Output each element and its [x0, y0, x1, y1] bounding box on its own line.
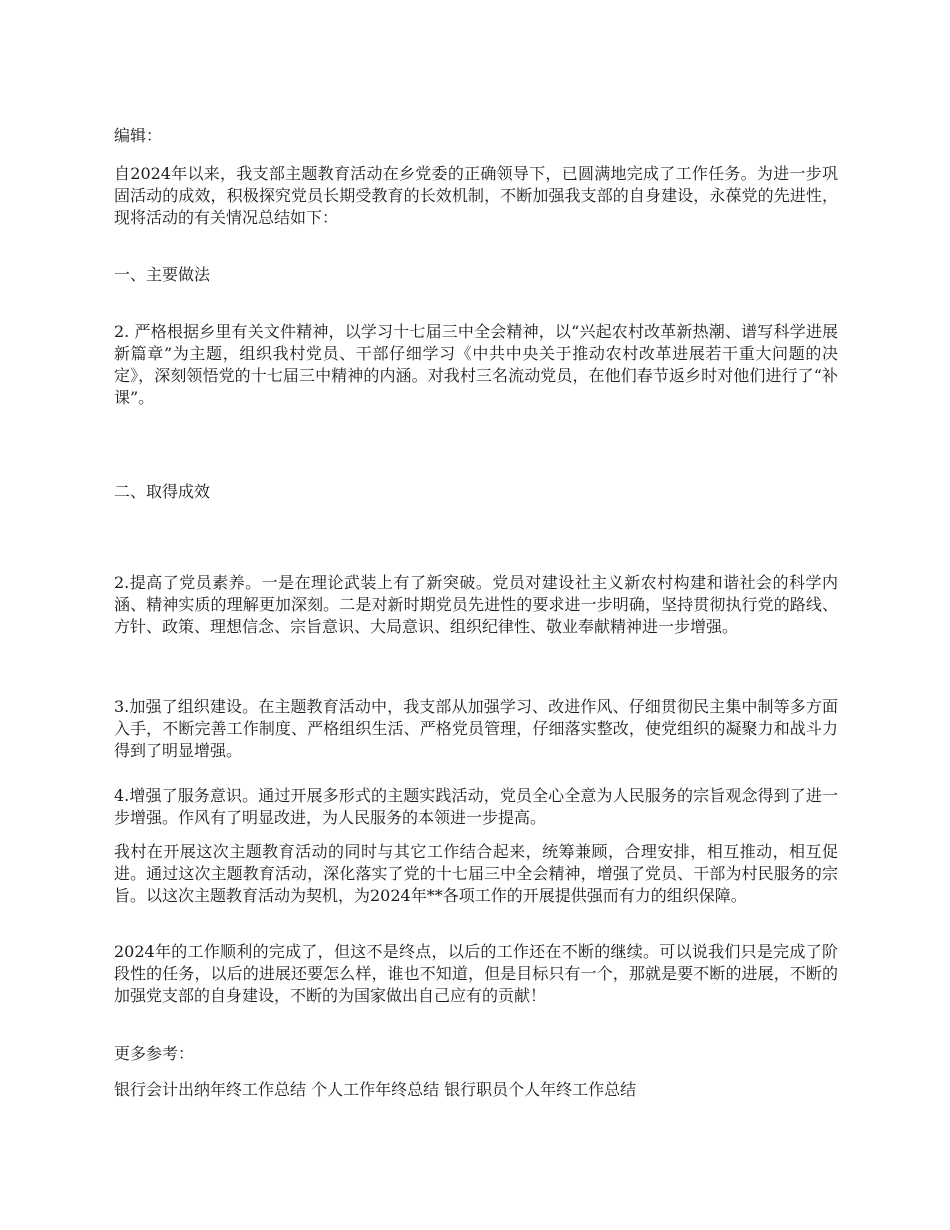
combine-work-paragraph: 我村在开展这次主题教育活动的同时与其它工作结合起来，统筹兼顾，合理安排，相互推动，相互促进。通过这次主题教育活动，深化落实了党的十七届三中全会精神，增强了党员、干部为村民服务的宗旨。以这次主题教育活动为契机，为2024年**各项工作的开展提供强而有力的组织保障。	[114, 842, 838, 905]
section-2-item-3: 3.加强了组织建设。在主题教育活动中，我支部从加强学习、改进作风、仔细贯彻民主集中制等多方面入手，不断完善工作制度、严格组织生活、严格党员管理，仔细落实整改，使党组织的凝聚力和战斗力得到了明显增强。	[114, 697, 838, 760]
intro-paragraph: 自2024年以来，我支部主题教育活动在乡党委的正确领导下，已圆满地完成了工作任务。为进一步巩固活动的成效，积极探究党员长期受教育的长效机制，不断加强我支部的自身建设，永葆党的先进性，现将活动的有关情况总结如下：	[114, 164, 838, 227]
section-2-item-2: 2.提高了党员素养。一是在理论武装上有了新突破。党员对建设社主义新农村构建和谐社会的科学内涵、精神实质的理解更加深刻。二是对新时期党员先进性的要求进一步明确，坚持贯彻执行党的路线、方针、政策、理想信念、宗旨意识、大局意识、组织纪律性、敬业奉献精神进一步增强。	[114, 573, 838, 636]
conclusion-paragraph: 2024年的工作顺利的完成了，但这不是终点，以后的工作还在不断的继续。可以说我们只是完成了阶段性的任务，以后的进展还要怎么样，谁也不知道，但是目标只有一个，那就是要不断的进展，不断的加强党支部的自身建设，不断的为国家做出自己应有的贡献！	[114, 942, 838, 1005]
section-2-item-4: 4.增强了服务意识。通过开展多形式的主题实践活动，党员全心全意为人民服务的宗旨观念得到了进一步增强。作风有了明显改进，为人民服务的本领进一步提高。	[114, 786, 838, 827]
section-1-heading: 一、主要做法	[114, 265, 211, 284]
section-1-item-2: 2. 严格根据乡里有关文件精神，以学习十七届三中全会精神，以“兴起农村改革新热潮、谱写科学进展新篇章”为主题，组织我村党员、干部仔细学习《中共中央关于推动农村改革进展若干重大问题的决定》，深刻领悟党的十七届三中精神的内涵。对我村三名流动党员，在他们春节返乡时对他们进行了“补课”。	[114, 322, 838, 407]
editor-label: 编辑：	[114, 126, 163, 145]
more-reference-label: 更多参考：	[114, 1044, 195, 1063]
reference-links[interactable]: 银行会计出纳年终工作总结 个人工作年终总结 银行职员个人年终工作总结	[114, 1080, 637, 1099]
section-2-heading: 二、取得成效	[114, 482, 211, 501]
